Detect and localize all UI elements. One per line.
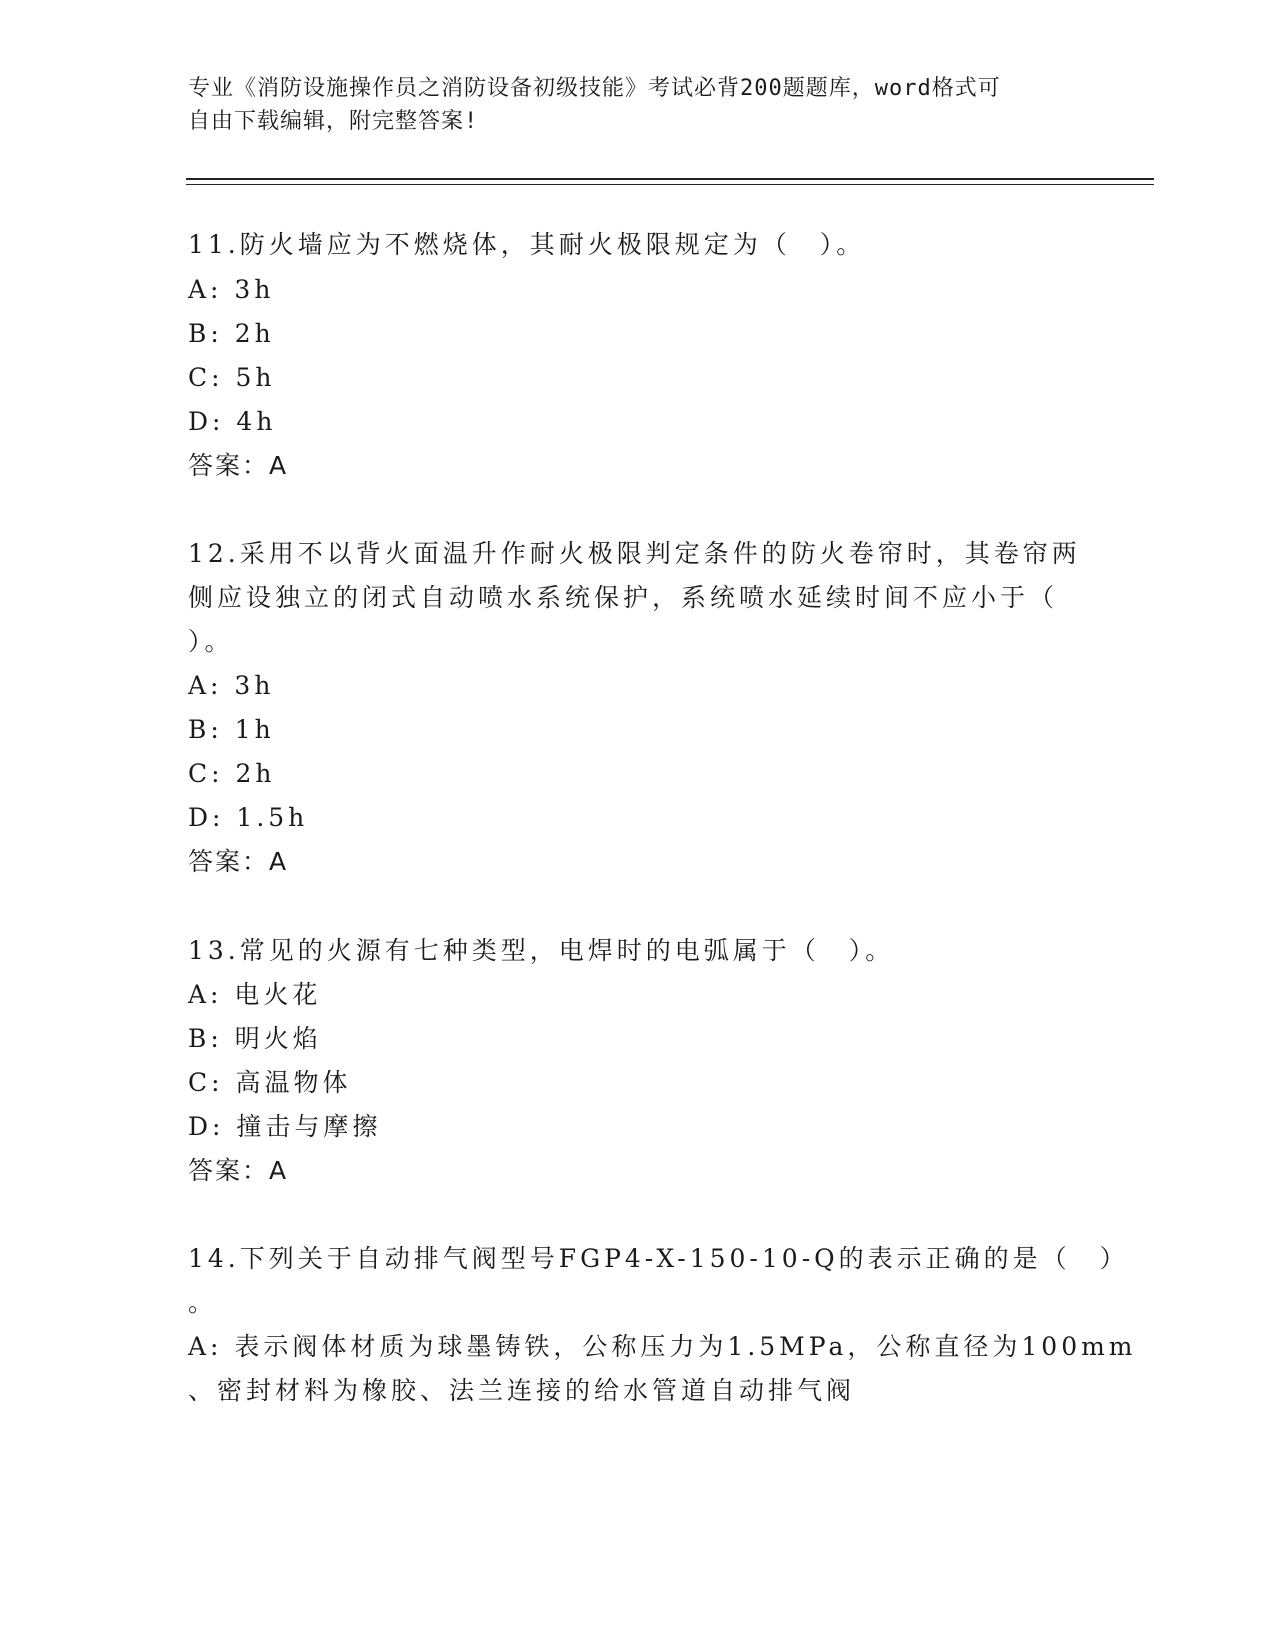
option-c: C: 2h xyxy=(188,759,276,788)
option-a-continued: 、密封材料为橡胶、法兰连接的给水管道自动排气阀 xyxy=(188,1376,856,1405)
option-b: B: 1h xyxy=(188,715,275,744)
option-b: B: 明火焰 xyxy=(188,1024,322,1053)
question-stem: 12.采用不以背火面温升作耐火极限判定条件的防火卷帘时，其卷帘两 xyxy=(188,539,1081,568)
answer-label: 答案：A xyxy=(188,1156,289,1185)
option-c: C: 高温物体 xyxy=(188,1068,352,1097)
answer-label: 答案：A xyxy=(188,847,289,876)
option-b: B: 2h xyxy=(188,319,275,348)
option-c: C: 5h xyxy=(188,363,276,392)
header-line-2: 自由下载编辑，附完整答案! xyxy=(188,109,479,134)
option-d: D: 撞击与摩擦 xyxy=(188,1112,382,1141)
question-stem: ）。 xyxy=(188,627,234,656)
document-header xyxy=(188,72,1088,138)
option-d: D: 4h xyxy=(188,407,277,436)
option-a: A: 3h xyxy=(188,275,275,304)
option-a: A: 3h xyxy=(188,671,275,700)
question-stem: 侧应设独立的闭式自动喷水系统保护，系统喷水延续时间不应小于（ xyxy=(188,583,1059,612)
question-stem: 。 xyxy=(188,1288,218,1317)
header-line-1: 专业《消防设施操作员之消防设备初级技能》考试必背200题题库，word格式可 xyxy=(188,76,1001,101)
option-a: A: 电火花 xyxy=(188,980,322,1009)
question-stem: 11.防火墙应为不燃烧体，其耐火极限规定为（ ）。 xyxy=(188,230,866,259)
question-stem: 13.常见的火源有七种类型，电焊时的电弧属于（ ）。 xyxy=(188,936,895,965)
option-a: A: 表示阀体材质为球墨铸铁，公称压力为1.5MPa，公称直径为100mm xyxy=(188,1332,1137,1361)
header-divider xyxy=(186,178,1154,180)
option-d: D: 1.5h xyxy=(188,803,309,832)
answer-label: 答案：A xyxy=(188,451,289,480)
question-stem: 14.下列关于自动排气阀型号FGP4-X-150-10-Q的表示正确的是（ ） xyxy=(188,1244,1129,1273)
header-divider-thin xyxy=(186,184,1154,185)
